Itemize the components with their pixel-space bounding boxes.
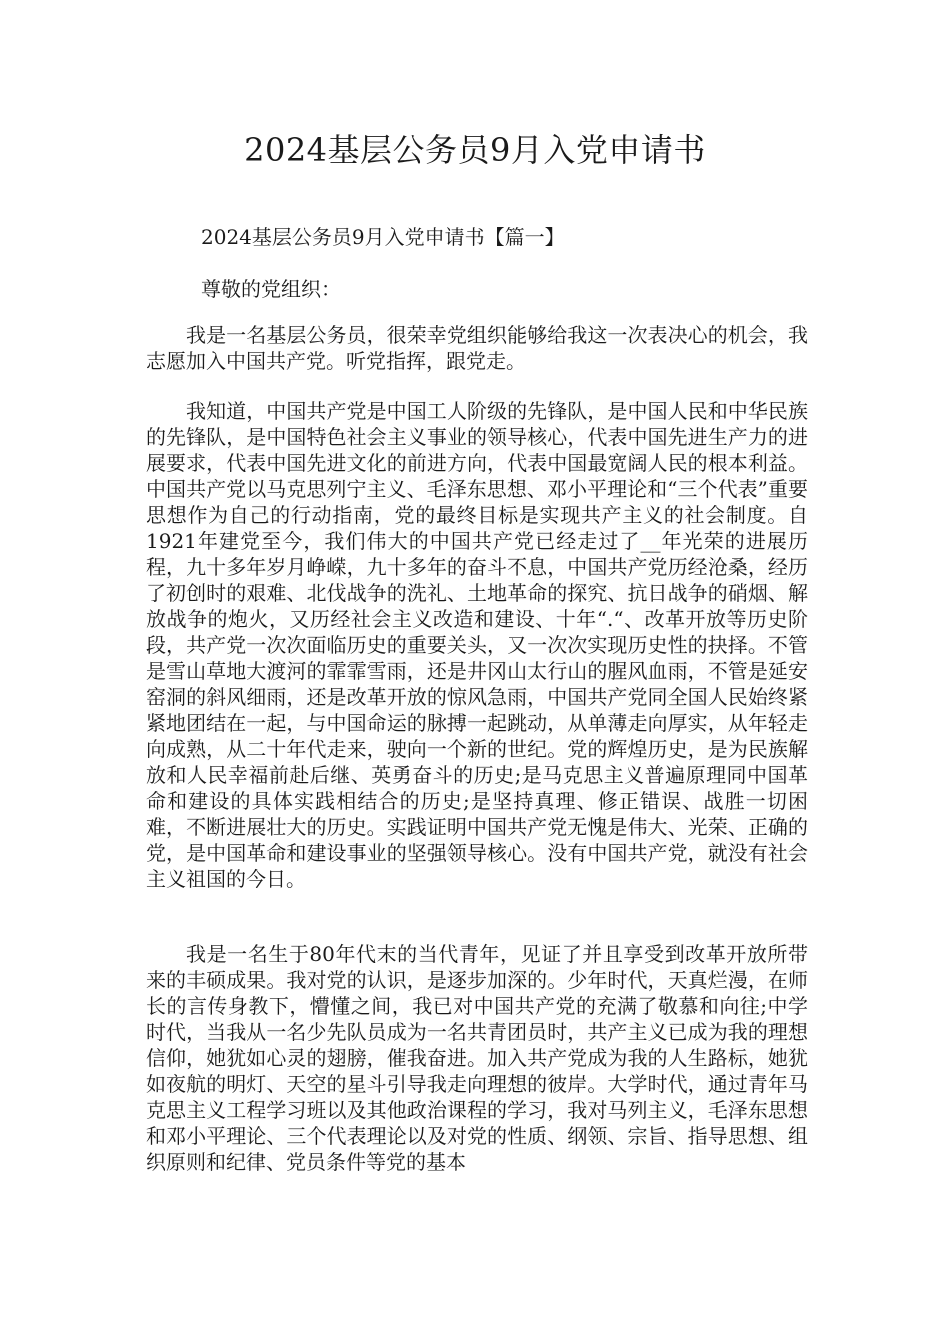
paragraph-party-history: 我知道，中国共产党是中国工人阶级的先锋队，是中国人民和中华民族的先锋队，是中国特色社会主义事业的领导核心，代表中国先进生产力的进展要求，代表中国先进文化的前进方向，代表中国最宽阔人民的根本利益。中国共产党以马克思列宁主义、毛泽东思想、邓小平理论和“三个代表”重要思想作为自己的行动指南，党的最终目标是实现共产主义的社会制度。自1921年建党至今，我们伟大的中国共产党已经走过了__年光荣的进展历程，九十多年岁月峥嵘，九十多年的奋斗不息，中国共产党历经沧桑，经历了初创时的艰难、北伐战争的洗礼、土地革命的探究、抗日战争的硝烟、解放战争的炮火，又历经社会主义改造和建设、十年“.“、改革开放等历史阶段，共产党一次次面临历史的重要关头，又一次次实现历史性的抉择。不管是雪山草地大渡河的霏霏雪雨，还是井冈山太行山的腥风血雨，不管是延安窑洞的斜风细雨，还是改革开放的惊风急雨，中国共产党同全国人民始终紧紧地团结在一起，与中国命运的脉搏一起跳动，从单薄走向厚实，从年轻走向成熟，从二十年代走来，驶向一个新的世纪。党的辉煌历史，是为民族解放和人民幸福前赴后继、英勇奋斗的历史;是马克思主义普遍原理同中国革命和建设的具体实践相结合的历史;是坚持真理、修正错误、战胜一切困难，不断进展壮大的历史。实践证明中国共产党无愧是伟大、光荣、正确的党，是中国革命和建设事业的坚强领导核心。没有中国共产党，就没有社会主义祖国的今日。 xyxy=(146,399,808,891)
section-subtitle: 2024基层公务员9月入党申请书【篇一】 xyxy=(201,225,565,249)
document-title: 2024基层公务员9月入党申请书 xyxy=(244,131,706,169)
paragraph-intro: 我是一名基层公务员，很荣幸党组织能够给我这一次表决心的机会，我志愿加入中国共产党。听党指挥，跟党走。 xyxy=(146,323,808,373)
paragraph-personal-growth: 我是一名生于80年代末的当代青年，见证了并且享受到改革开放所带来的丰硕成果。我对党的认识，是逐步加深的。少年时代，天真烂漫，在师长的言传身教下，懵懂之间，我已对中国共产党的充满了敬慕和向往;中学时代，当我从一名少先队员成为一名共青团员时，共产主义已成为我的理想信仰，她犹如心灵的翅膀，催我奋进。加入共产党成为我的人生路标，她犹如夜航的明灯、天空的星斗引导我走向理想的彼岸。大学时代，通过青年马克思主义工程学习班以及其他政治课程的学习，我对马列主义，毛泽东思想和邓小平理论、三个代表理论以及对党的性质、纲领、宗旨、指导思想、组织原则和纪律、党员条件等党的基本 xyxy=(146,942,808,1174)
salutation: 尊敬的党组织： xyxy=(201,277,341,301)
